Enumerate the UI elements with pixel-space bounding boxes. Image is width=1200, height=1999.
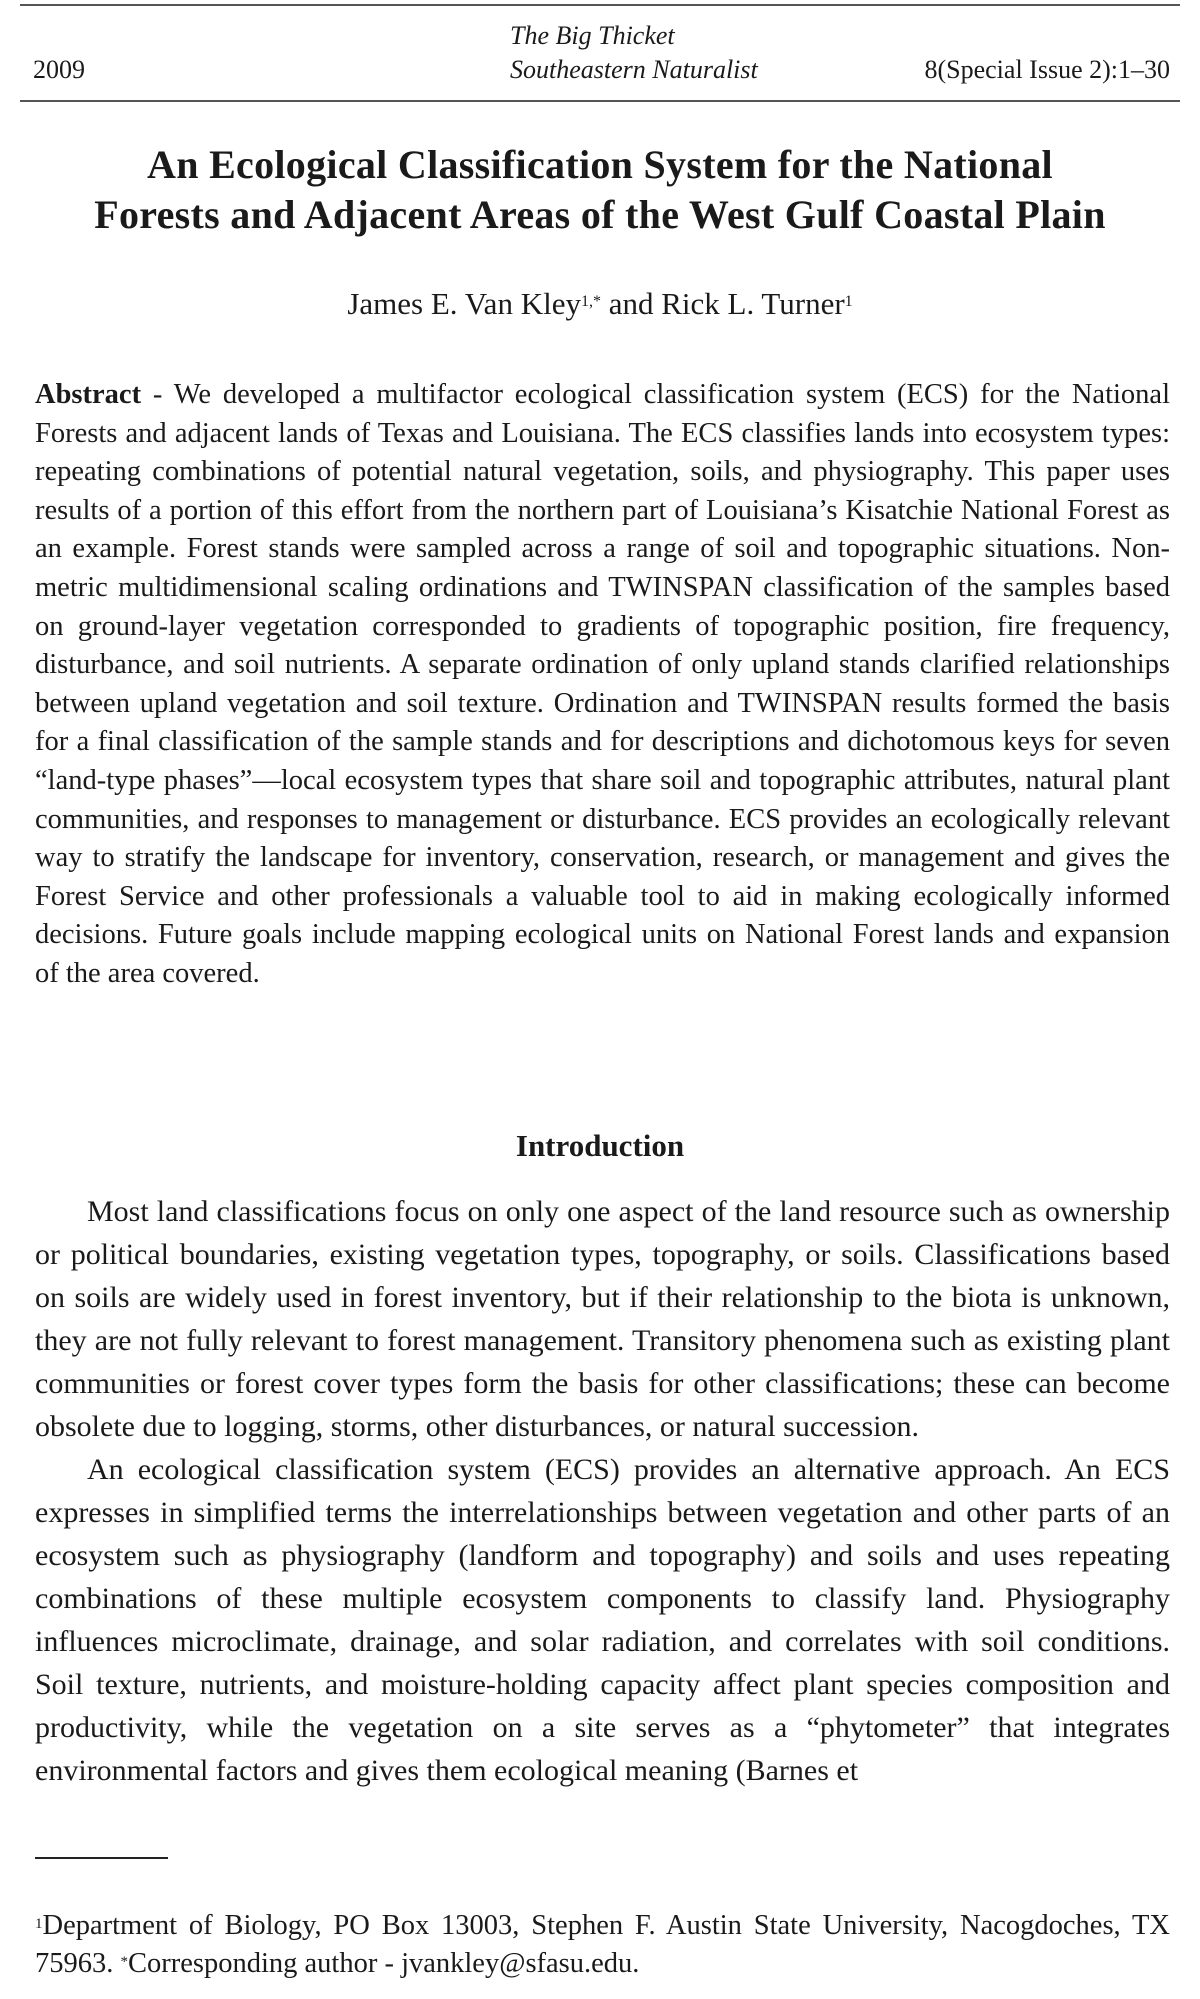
author-affiliation-mark: 1 [844, 293, 853, 310]
section-heading-introduction: Introduction [515, 1128, 685, 1163]
header-top-rule [20, 4, 1180, 6]
abstract-label: Abstract [35, 379, 142, 410]
paragraph: An ecological classification system (ECS) provides an alternative approach. An ECS expresses in simplified terms the interrelationships between vegetation and other parts of an ecosystem such as physiography (landform and topography) and soils and uses repeating combinations of these multiple ecosystem components to classify land. Physiography influences microclimate, drainage, and solar radiation, and correlates with soil conditions. Soil texture, nutrients, and moisture-holding capacity affect plant species composition and productivity, while the vegetation on a site serves as a “phytometer” that integrates environmental factors and gives them ecological meaning (Barnes et [35, 1453, 1170, 1787]
header-journal [510, 20, 758, 88]
author-affiliation-mark: 1,* [580, 293, 601, 310]
journal-series-name: The Big Thicket [510, 21, 675, 50]
footnote-rule [35, 1857, 168, 1859]
abstract-text: We developed a multifactor ecological classification system (ECS) for the National Forests and adjacent lands of Texas and Louisiana. The ECS classifies lands into ecosystem types: repeating combinations of potential natural vegetation, soils, and physiography. This paper uses results of a portion of this effort from the northern part of Louisiana’s Kisatchie National Forest as an example. Forest stands were sampled across a range of soil and topographic situations. Non-metric multidimensional scaling ordinations and TWINSPAN classification of the samples based on ground-layer vegetation corresponded to gradients of topographic position, fire frequency, disturbance, and soil nutrients. A separate ordination of only upland stands clarified relationships between upland vegetation and soil texture. Ordination and TWINSPAN results formed the basis for a final classification of the sample stands and for descriptions and dichotomous keys for seven “land-type phases”—local ecosystem types that share soil and topographic attributes, natural plant communities, and responses to management or disturbance. ECS provides an ecologically relevant way to stratify the landscape for inventory, conservation, research, or management and gives the Forest Service and other professionals a valuable tool to aid in making ecologically informed decisions. Future goals include mapping ecological units on National Forest lands and expansion of the area covered. [35, 379, 1170, 989]
footnote [35, 1907, 1170, 1983]
author-name: Rick L. Turner [661, 286, 845, 321]
header-issue: 8(Special Issue 2):1–30 [924, 55, 1170, 84]
header-bottom-rule [20, 100, 1180, 102]
abstract-separator: - [141, 379, 174, 410]
introduction-body [35, 1190, 1170, 1792]
paragraph: Most land classifications focus on only one aspect of the land resource such as ownership or political boundaries, existing vegetation types, topography, or soils. Classifications based on soils are widely used in forest inventory, but if their relationship to the biota is unknown, they are not fully relevant to forest management. Transitory phenomena such as existing plant communities or forest cover types form the basis for other classifications; these can become obsolete due to logging, storms, other disturbances, or natural succession. [35, 1195, 1170, 1443]
affiliation-text: Department of Biology, PO Box 13003, Stephen F. Austin State University, Nacogdoches, TX 75963. [35, 1910, 1170, 1979]
footnote-mark: * [120, 1954, 128, 1970]
footnote-mark: 1 [35, 1916, 43, 1932]
title-line-1: An Ecological Classification System for the National [147, 142, 1053, 187]
author-joiner: and [600, 286, 662, 321]
title-line-2: Forests and Adjacent Areas of the West Gulf Coastal Plain [94, 192, 1106, 237]
corresponding-author-text: Corresponding author - jvankley@sfasu.edu. [128, 1948, 640, 1979]
author-name: James E. Van Kley [347, 286, 581, 321]
journal-name: Southeastern Naturalist [510, 55, 758, 84]
author-list [0, 284, 1200, 324]
abstract [35, 376, 1170, 994]
header-year: 2009 [33, 55, 85, 84]
article-title [0, 140, 1200, 240]
